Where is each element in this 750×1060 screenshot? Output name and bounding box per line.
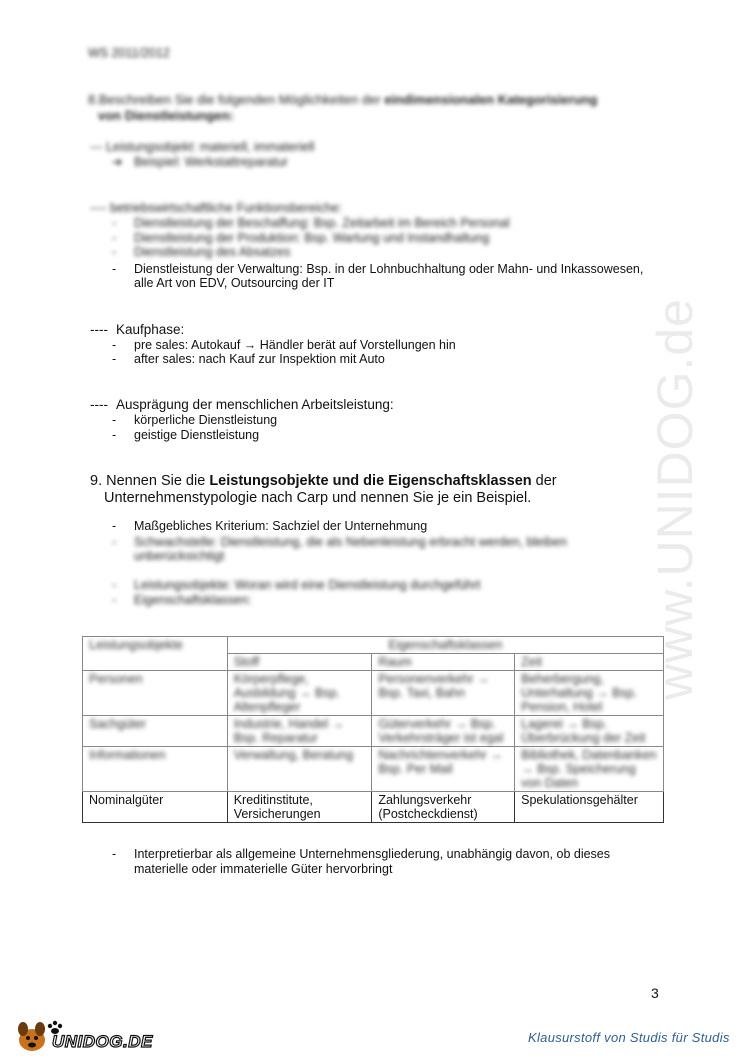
auspraegung-item: - geistige Dienstleistung xyxy=(112,428,260,442)
footer-tagline: Klausurstoff von Studis für Studis xyxy=(528,1030,730,1045)
funktionsbereiche-item: - Dienstleistung der Produktion: Bsp. Wartung und Instandhaltung xyxy=(112,231,490,245)
logo-text: UNIDOG.DE xyxy=(52,1032,153,1051)
question-9-bold: Leistungsobjekte und die Eigenschaftsklassen xyxy=(209,473,532,489)
closing-line-2: materielle oder immaterielle Güter hervorbringt xyxy=(134,862,393,876)
page-number: 3 xyxy=(651,985,659,1001)
schwachstelle-line-2: unberücksichtigt xyxy=(134,549,225,563)
table-cell: Nachrichtenverkehr → Bsp. Per Mail xyxy=(372,747,515,792)
table-cell: Informationen xyxy=(83,747,228,792)
kriterium-item: - Maßgebliches Kriterium: Sachziel der Unternehmung xyxy=(112,519,428,533)
leistungsobjekte-text: Leistungsobjekte: Woran wird eine Dienstleistung durchgeführt xyxy=(134,578,481,592)
auspraegung-heading: ---- Ausprägung der menschlichen Arbeitsleistung: xyxy=(90,397,394,412)
kaufphase-item: - pre sales: Autokauf → Händler berät auf Vorstellungen hin xyxy=(112,338,456,352)
carp-table xyxy=(82,636,664,823)
verwaltung-line-1: Dienstleistung der Verwaltung: Bsp. in der Lohnbuchhaltung oder Mahn- und Inkassowesen, xyxy=(134,262,644,276)
closing-item: - Interpretierbar als allgemeine Unternehmensgliederung, unabhängig davon, ob dieses xyxy=(112,847,611,861)
auspraegung-item-text: geistige Dienstleistung xyxy=(134,428,260,442)
funktionsbereiche-item-text: Dienstleistung des Absatzes xyxy=(134,245,291,259)
table-cell: Körperpflege, Ausbildung → Bsp. Altenpfleger xyxy=(227,671,372,716)
table-header-group: Eigenschaftsklassen xyxy=(227,637,663,654)
table-cell: Spekulationsgehälter xyxy=(515,792,664,823)
table-row xyxy=(83,747,664,792)
table-header-left: Leistungsobjekte xyxy=(83,637,228,671)
table-cell: Verwaltung, Beratung xyxy=(227,747,372,792)
verwaltung-item: - Dienstleistung der Verwaltung: Bsp. in der Lohnbuchhaltung oder Mahn- und Inkassowesen, xyxy=(112,262,644,276)
leistungsobjekt-example-text: Beispiel: Werkstattreparatur xyxy=(133,155,288,169)
table-cell: Personen xyxy=(83,671,228,716)
verwaltung-line-2: alle Art von EDV, Outsourcing der IT xyxy=(134,276,335,290)
funktionsbereiche-item-text: Dienstleistung der Produktion: Bsp. Wartung und Instandhaltung xyxy=(134,231,490,245)
table-cell: Industrie, Handel → Bsp. Reparatur xyxy=(227,716,372,747)
table-header-row xyxy=(83,637,664,654)
table-subheader: Raum xyxy=(372,654,515,671)
question-8-bold-line2: von Dienstleistungen: xyxy=(98,108,234,123)
kaufphase-item-text: pre sales: Autokauf → Händler berät auf Vorstellungen hin xyxy=(134,338,456,352)
table-cell: Sachgüter xyxy=(83,716,228,747)
leistungsobjekt-example xyxy=(112,155,288,170)
table-cell: Lagerei → Bsp. Überbrückung der Zeit xyxy=(515,716,664,747)
leistungsobjekte-item: - Leistungsobjekte: Woran wird eine Dienstleistung durchgeführt xyxy=(112,578,481,592)
table-cell: Kreditinstitute, Versicherungen xyxy=(227,792,372,823)
kaufphase-heading: ---- Kaufphase: xyxy=(90,322,185,337)
closing-line-1: Interpretierbar als allgemeine Unternehmensgliederung, unabhängig davon, ob dieses xyxy=(134,847,611,861)
funktionsbereiche-item: - Dienstleistung des Absatzes xyxy=(112,245,291,259)
kaufphase-heading-text: Kaufphase: xyxy=(116,322,185,337)
table-cell: Zahlungsverkehr (Postcheckdienst) xyxy=(372,792,515,823)
schwachstelle-item: - Schwachstelle: Dienstleistung, die als Nebenleistung erbracht werden, bleiben xyxy=(112,535,567,549)
watermark-text: www.UNIDOG.de xyxy=(647,298,703,700)
question-9-line2: Unternehmenstypologie nach Carp und nennen Sie je ein Beispiel. xyxy=(104,490,532,506)
table-cell: Beherbergung, Unterhaltung → Bsp. Pension, Hotel xyxy=(515,671,664,716)
table-subheader: Stoff xyxy=(227,654,372,671)
question-8-bold: eindimensionalen Kategorisierung xyxy=(384,92,598,107)
arrow-icon: ➔ xyxy=(112,155,123,169)
auspraegung-item-text: körperliche Dienstleistung xyxy=(134,413,278,427)
question-8-prefix: 8.Beschreiben Sie die folgenden Möglichkeiten der xyxy=(88,92,385,107)
question-9-suffix: der xyxy=(531,473,557,489)
table-cell: Güterverkehr → Bsp. Verkehrsträger ist egal xyxy=(372,716,515,747)
question-8 xyxy=(88,92,597,124)
semester-label: WS 2011/2012 xyxy=(88,46,170,60)
table-row-nominalgueter xyxy=(83,792,664,823)
unidog-logo xyxy=(10,1018,160,1054)
kaufphase-item-text: after sales: nach Kauf zur Inspektion mit Auto xyxy=(134,352,385,366)
funktionsbereiche-item: - Dienstleistung der Beschaffung: Bsp. Zeitarbeit im Bereich Personal xyxy=(112,216,510,230)
kriterium-text: Maßgebliches Kriterium: Sachziel der Unternehmung xyxy=(134,519,428,533)
question-9 xyxy=(90,472,557,490)
funktionsbereiche-item-text: Dienstleistung der Beschaffung: Bsp. Zeitarbeit im Bereich Personal xyxy=(134,216,510,230)
funktionsbereiche-heading: ---- betriebswirtschaftliche Funktionsbereiche: xyxy=(90,201,343,215)
kaufphase-item: - after sales: nach Kauf zur Inspektion mit Auto xyxy=(112,352,385,366)
auspraegung-item: - körperliche Dienstleistung xyxy=(112,413,278,427)
eigenschaftsklassen-item: - Eigenschaftsklassen: xyxy=(112,593,252,607)
table-row xyxy=(83,716,664,747)
eigenschaftsklassen-text: Eigenschaftsklassen: xyxy=(134,593,252,607)
schwachstelle-text: Schwachstelle: Dienstleistung, die als Nebenleistung erbracht werden, bleiben xyxy=(134,535,567,549)
table-cell: Nominalgüter xyxy=(83,792,228,823)
table-cell: Bibliothek, Datenbanken → Bsp. Speicherung von Daten xyxy=(515,747,664,792)
table-cell: Personenverkehr → Bsp. Taxi, Bahn xyxy=(372,671,515,716)
table-subheader: Zeit xyxy=(515,654,664,671)
leistungsobjekt-heading: --- Leistungsobjekt: materiell, immateriell xyxy=(90,140,315,154)
table-row xyxy=(83,671,664,716)
auspraegung-heading-text: Ausprägung der menschlichen Arbeitsleistung: xyxy=(116,397,394,412)
question-9-prefix: 9. Nennen Sie die xyxy=(90,473,210,489)
